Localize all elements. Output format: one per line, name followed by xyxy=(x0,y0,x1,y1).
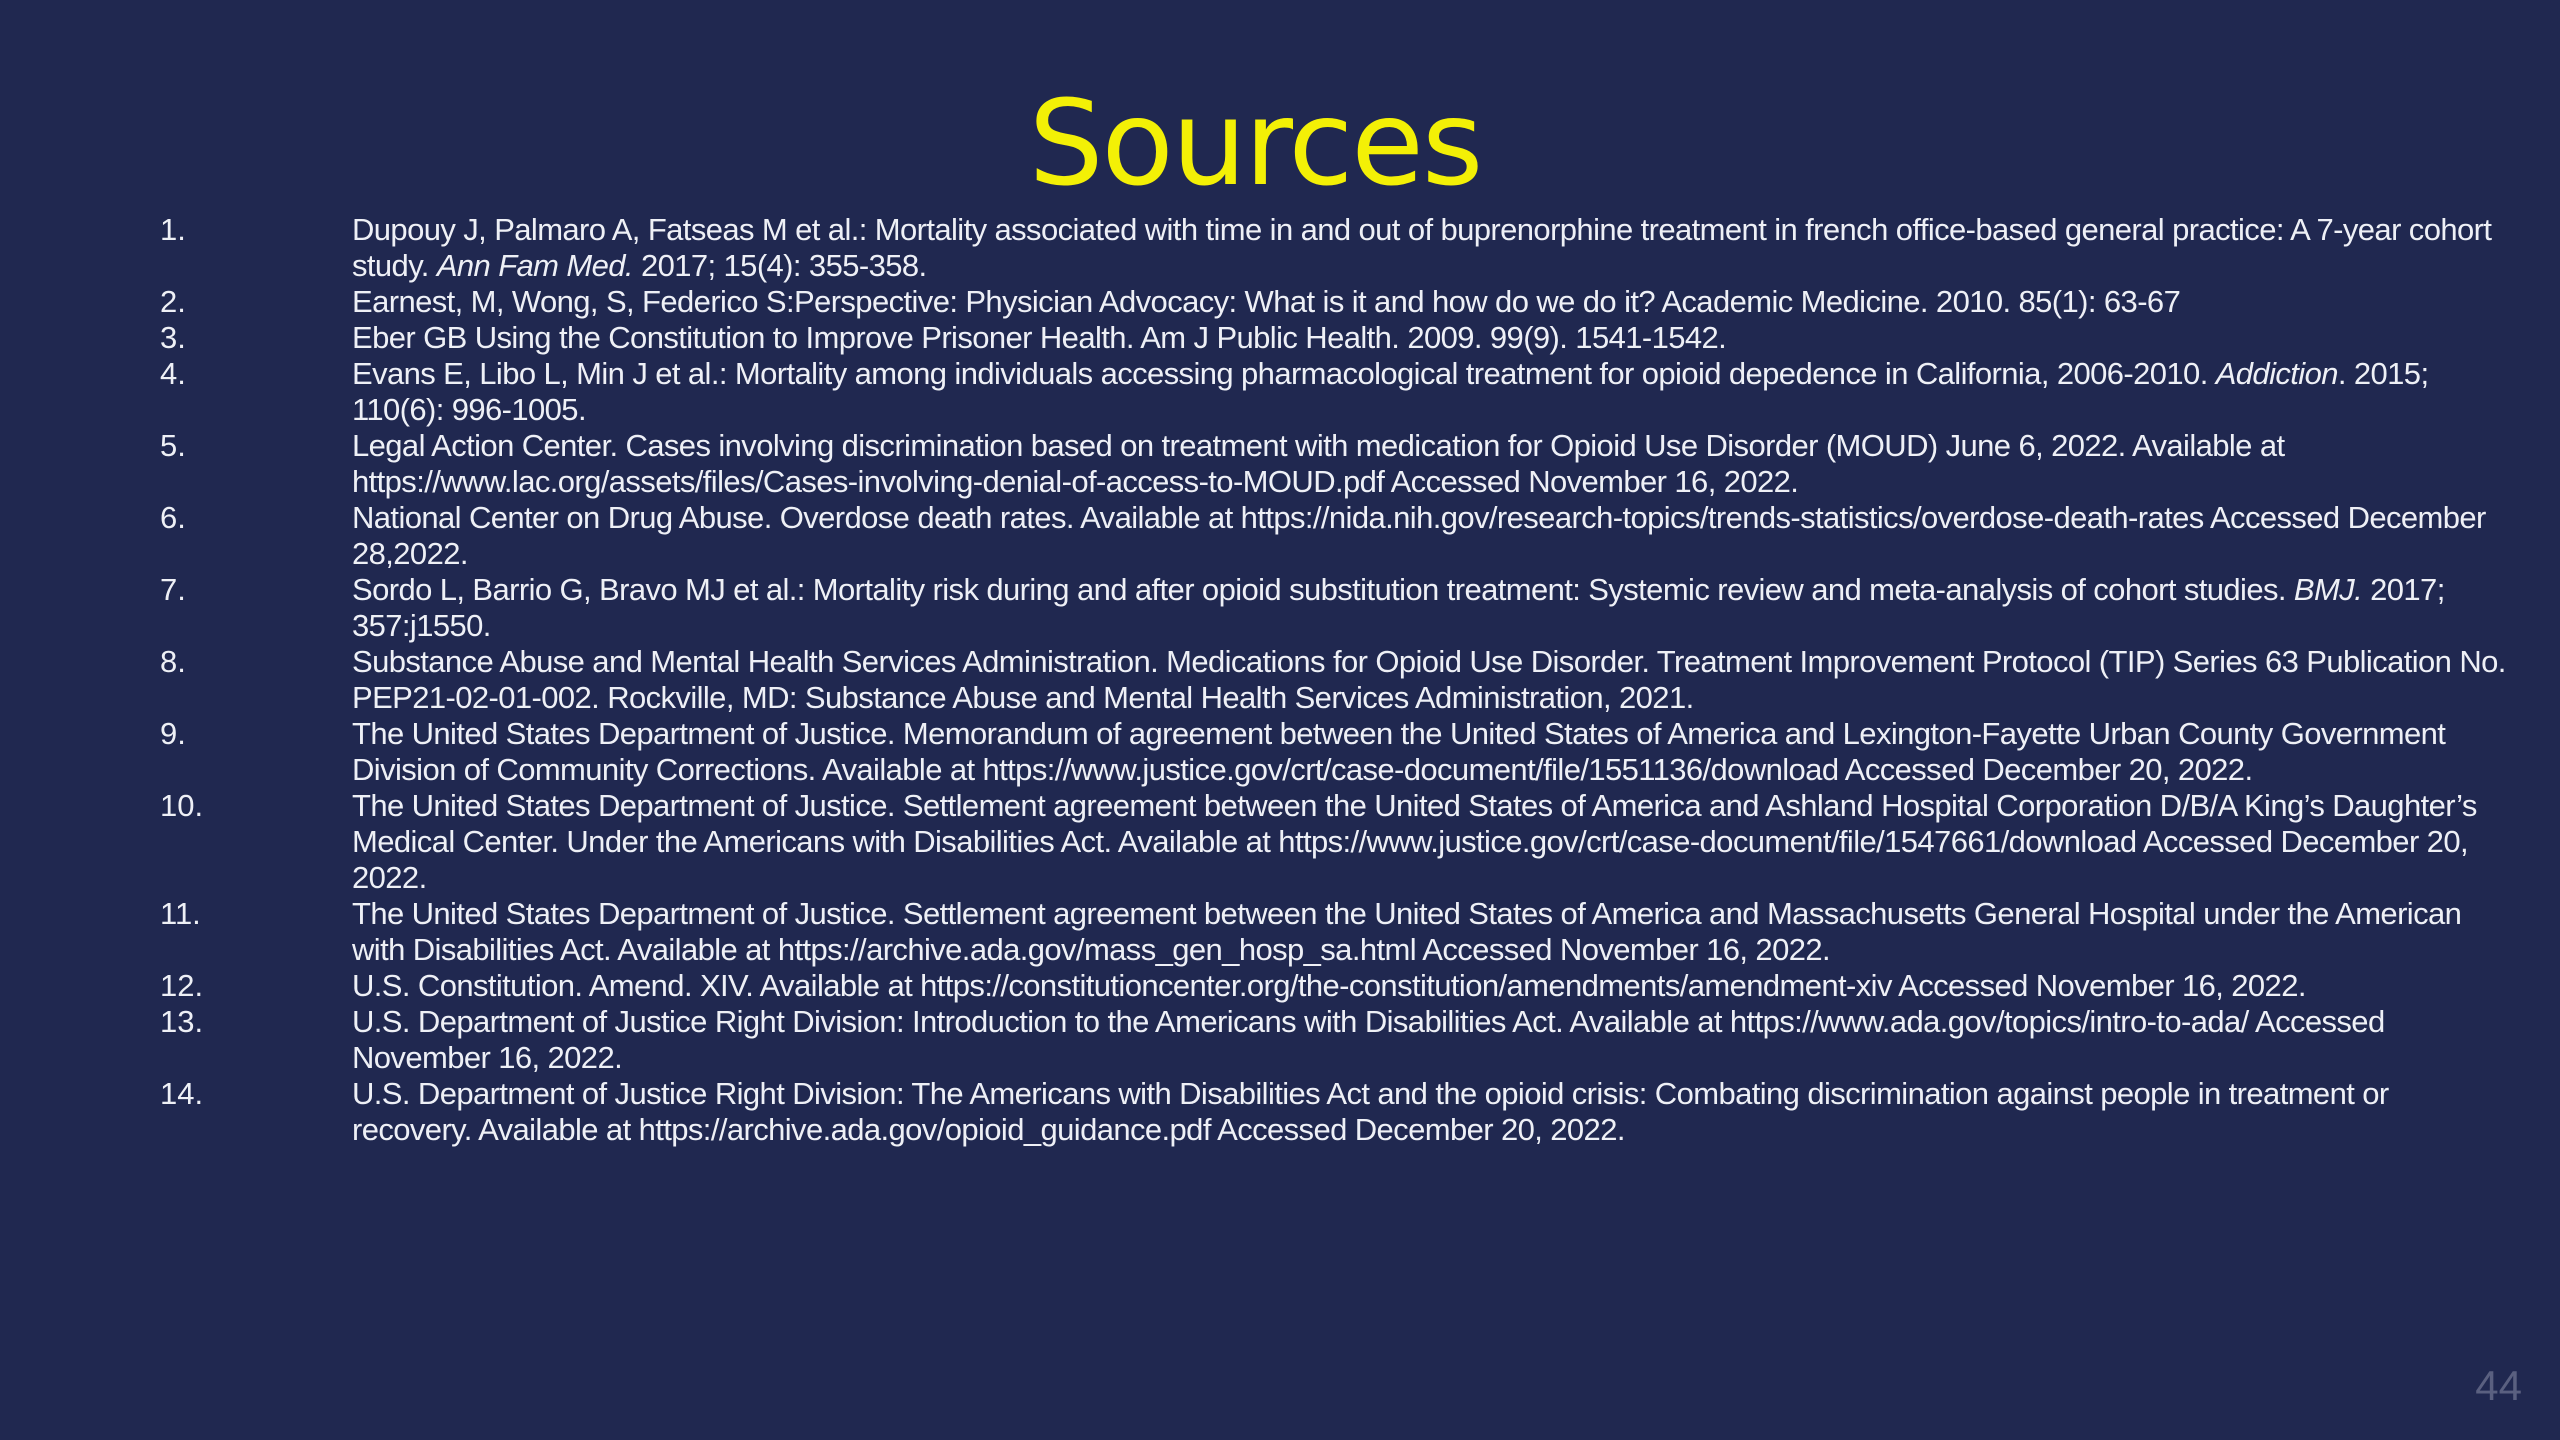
slide-title: Sources xyxy=(1028,74,1482,212)
reference-number: 14. xyxy=(160,1076,204,1111)
reference-text xyxy=(352,320,2512,356)
reference-number: 4. xyxy=(160,356,186,391)
reference-text xyxy=(352,572,2512,644)
reference-list xyxy=(0,212,2520,1148)
reference-text xyxy=(352,788,2512,896)
reference-text xyxy=(352,284,2512,320)
reference-text xyxy=(352,644,2512,716)
reference-item xyxy=(0,356,2520,428)
reference-journal: Addiction xyxy=(2215,356,2338,391)
reference-item xyxy=(0,500,2520,572)
reference-number: 9. xyxy=(160,716,186,751)
reference-item xyxy=(0,716,2520,788)
reference-text xyxy=(352,428,2512,500)
reference-text-part: The United States Department of Justice. Memorandum of agreement between the United States of America and Lexington-Fayette Urban County Government Division of Community Corrections. Available at https://www.justice.gov/crt/case-document/file/1551136/download Accessed December 20, 2022. xyxy=(352,716,2446,787)
reference-item xyxy=(0,284,2520,320)
reference-item xyxy=(0,1076,2520,1148)
reference-number: 10. xyxy=(160,788,204,823)
reference-item xyxy=(0,320,2520,356)
reference-text-part: National Center on Drug Abuse. Overdose death rates. Available at https://nida.nih.gov/research-topics/trends-statistics/overdose-death-rates Accessed December 28,2022. xyxy=(352,500,2486,571)
reference-text-part: Substance Abuse and Mental Health Services Administration. Medications for Opioid Use Disorder. Treatment Improvement Protocol (TIP) Series 63 Publication No. PEP21-02-01-002. Rockville, MD: Substance Abuse and Mental Health Services Administration, 2021. xyxy=(352,644,2506,715)
reference-text xyxy=(352,356,2512,428)
reference-item xyxy=(0,428,2520,500)
reference-text xyxy=(352,212,2512,284)
reference-text-part: Earnest, M, Wong, S, Federico S:Perspective: Physician Advocacy: What is it and how do we do it? Academic Medicine. 2010. 85(1): 63-67 xyxy=(352,284,2181,319)
reference-text-part: . 2015; 110(6): 996-1005. xyxy=(352,356,2429,427)
reference-number: 2. xyxy=(160,284,186,319)
reference-text xyxy=(352,716,2512,788)
reference-number: 12. xyxy=(160,968,204,1003)
reference-number: 11. xyxy=(160,896,201,931)
reference-journal: BMJ. xyxy=(2293,572,2363,607)
page-number: 44 xyxy=(2475,1362,2522,1409)
reference-text xyxy=(352,1004,2512,1076)
reference-text-part: U.S. Department of Justice Right Division: The Americans with Disabilities Act and the opioid crisis: Combating discrimination against people in treatment or recovery. Available at https://archive.ada.gov/opioid_guidance.pdf Accessed December 20, 2022. xyxy=(352,1076,2389,1147)
reference-text-part: Sordo L, Barrio G, Bravo MJ et al.: Mortality risk during and after opioid substitution treatment: Systemic review and meta-analysis of cohort studies. xyxy=(352,572,2294,607)
reference-number: 8. xyxy=(160,644,186,679)
reference-text-part: Eber GB Using the Constitution to Improve Prisoner Health. Am J Public Health. 2009. 99(9). 1541-1542. xyxy=(352,320,1727,355)
reference-number: 13. xyxy=(160,1004,204,1039)
reference-item xyxy=(0,896,2520,968)
reference-number: 5. xyxy=(160,428,186,463)
reference-item xyxy=(0,788,2520,896)
reference-text-part: 2017; 357:j1550. xyxy=(352,572,2445,643)
reference-text-part: The United States Department of Justice. Settlement agreement between the United States of America and Ashland Hospital Corporation D/B/A King’s Daughter’s Medical Center. Under the Americans with Disabilities Act. Available at https://www.justice.gov/crt/case-document/file/1547661/download Accessed December 20, 2022. xyxy=(352,788,2477,895)
reference-text-part: U.S. Department of Justice Right Division: Introduction to the Americans with Disabilities Act. Available at https://www.ada.gov/topics/intro-to-ada/ Accessed November 16, 2022. xyxy=(352,1004,2385,1075)
reference-text xyxy=(352,968,2512,1004)
reference-journal: Ann Fam Med. xyxy=(436,248,633,283)
reference-text-part: Dupouy J, Palmaro A, Fatseas M et al.: Mortality associated with time in and out of buprenorphine treatment in french office-based general practice: A 7-year cohort study. xyxy=(352,212,2492,283)
reference-item xyxy=(0,644,2520,716)
reference-text xyxy=(352,896,2512,968)
reference-item xyxy=(0,212,2520,284)
reference-number: 1. xyxy=(160,212,186,247)
reference-number: 3. xyxy=(160,320,186,355)
reference-text-part: Evans E, Libo L, Min J et al.: Mortality among individuals accessing pharmacological treatment for opioid depedence in California, 2006-2010. xyxy=(352,356,2216,391)
reference-number: 7. xyxy=(160,572,186,607)
reference-text-part: 2017; 15(4): 355-358. xyxy=(632,248,927,283)
reference-text-part: U.S. Constitution. Amend. XIV. Available at https://constitutioncenter.org/the-constitution/amendments/amendment-xiv Accessed November 16, 2022. xyxy=(352,968,2306,1003)
reference-item xyxy=(0,968,2520,1004)
reference-item xyxy=(0,572,2520,644)
reference-number: 6. xyxy=(160,500,186,535)
reference-text xyxy=(352,1076,2512,1148)
reference-text-part: The United States Department of Justice. Settlement agreement between the United States of America and Massachusetts General Hospital under the American with Disabilities Act. Available at https://archive.ada.gov/mass_gen_hosp_sa.html Accessed November 16, 2022. xyxy=(352,896,2462,967)
reference-text-part: Legal Action Center. Cases involving discrimination based on treatment with medication for Opioid Use Disorder (MOUD) June 6, 2022. Available at https://www.lac.org/assets/files/Cases-involving-denial-of-access-to-MOUD.pdf Accessed November 16, 2022. xyxy=(352,428,2285,499)
reference-item xyxy=(0,1004,2520,1076)
reference-text xyxy=(352,500,2512,572)
